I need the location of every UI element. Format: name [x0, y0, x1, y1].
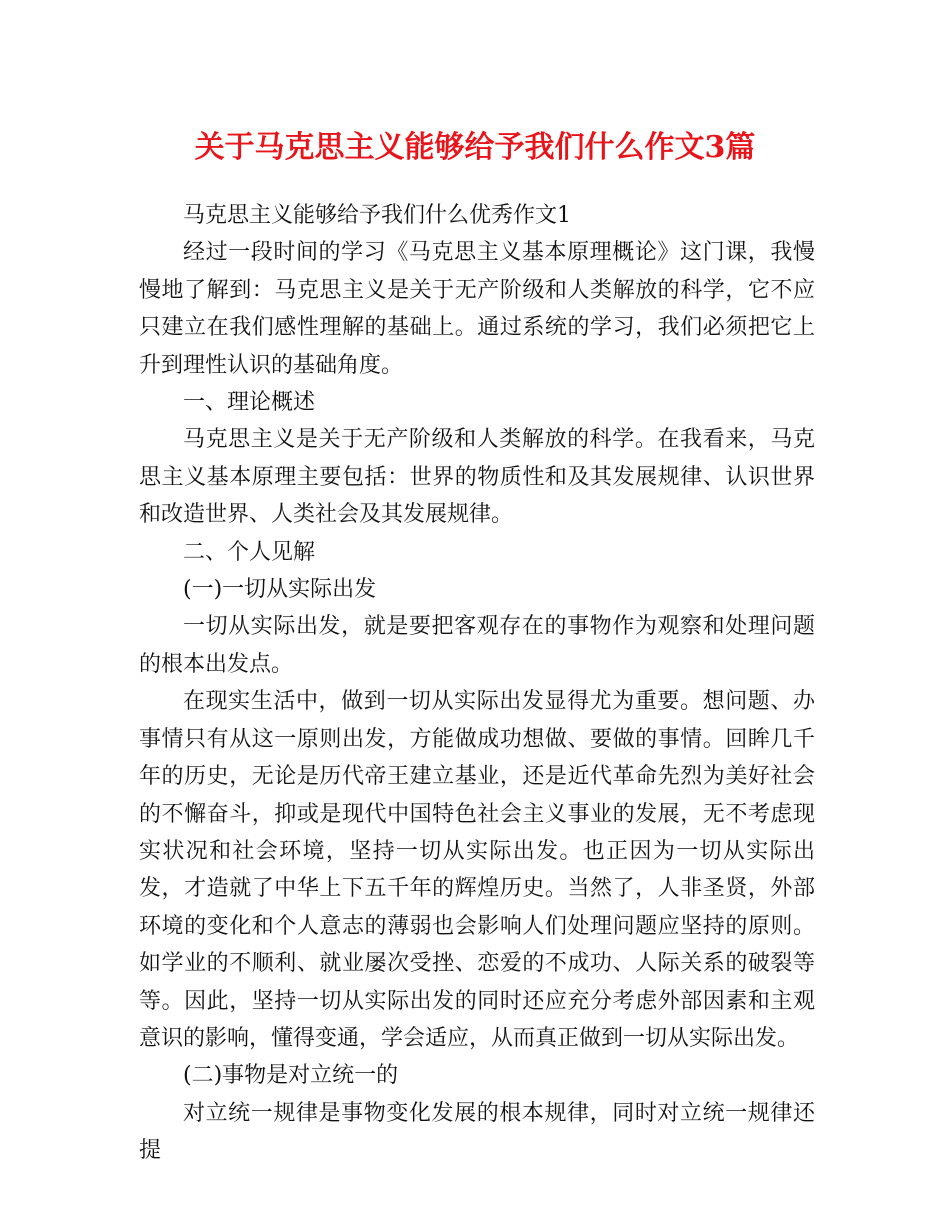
body-paragraph: 对立统一规律是事物变化发展的根本规律，同时对立统一规律还提 [139, 1100, 815, 1164]
document-body [139, 197, 815, 1170]
body-paragraph: 在现实生活中，做到一切从实际出发显得尤为重要。想问题、办事情只有从这一原则出发，方能做成功想做、要做的事情。回眸几千年的历史，无论是历代帝王建立基业，还是近代革命先烈为美好社会的不懈奋斗，抑或是现代中国特色社会主义事业的发展，无不考虑现实状况和社会环境，坚持一切从实际出发。也正因为一切从实际出发，才造就了中华上下五千年的辉煌历史。当然了，人非圣贤，外部环境的变化和个人意志的薄弱也会影响人们处理问题应坚持的原则。如学业的不顺利、就业屡次受挫、恋爱的不成功、人际关系的破裂等等。因此，坚持一切从实际出发的同时还应充分考虑外部因素和主观意识的影响，懂得变通，学会适应，从而真正做到一切从实际出发。 [139, 689, 815, 1051]
document-title: 关于马克思主义能够给予我们什么作文3篇 [194, 130, 756, 165]
section-heading-1: 马克思主义能够给予我们什么优秀作文1 [183, 203, 571, 228]
body-paragraph: 马克思主义是关于无产阶级和人类解放的科学。在我看来，马克思主义基本原理主要包括：世界的物质性和及其发展规律、认识世界和改造世界、人类社会及其发展规律。 [139, 427, 815, 528]
section-heading-personal-views: 二、个人见解 [183, 539, 316, 565]
subsection-heading-2: (二)事物是对立统一的 [183, 1063, 399, 1089]
section-heading-theory-overview: 一、理论概述 [183, 390, 316, 416]
subsection-heading-1: (一)一切从实际出发 [183, 577, 377, 603]
body-paragraph: 一切从实际出发，就是要把客观存在的事物作为观察和处理问题的根本出发点。 [139, 614, 815, 677]
body-paragraph: 经过一段时间的学习《马克思主义基本原理概论》这门课，我慢慢地了解到：马克思主义是关于无产阶级和人类解放的科学，它不应只建立在我们感性理解的基础上。通过系统的学习，我们必须把它上升到理性认识的基础角度。 [139, 240, 815, 378]
